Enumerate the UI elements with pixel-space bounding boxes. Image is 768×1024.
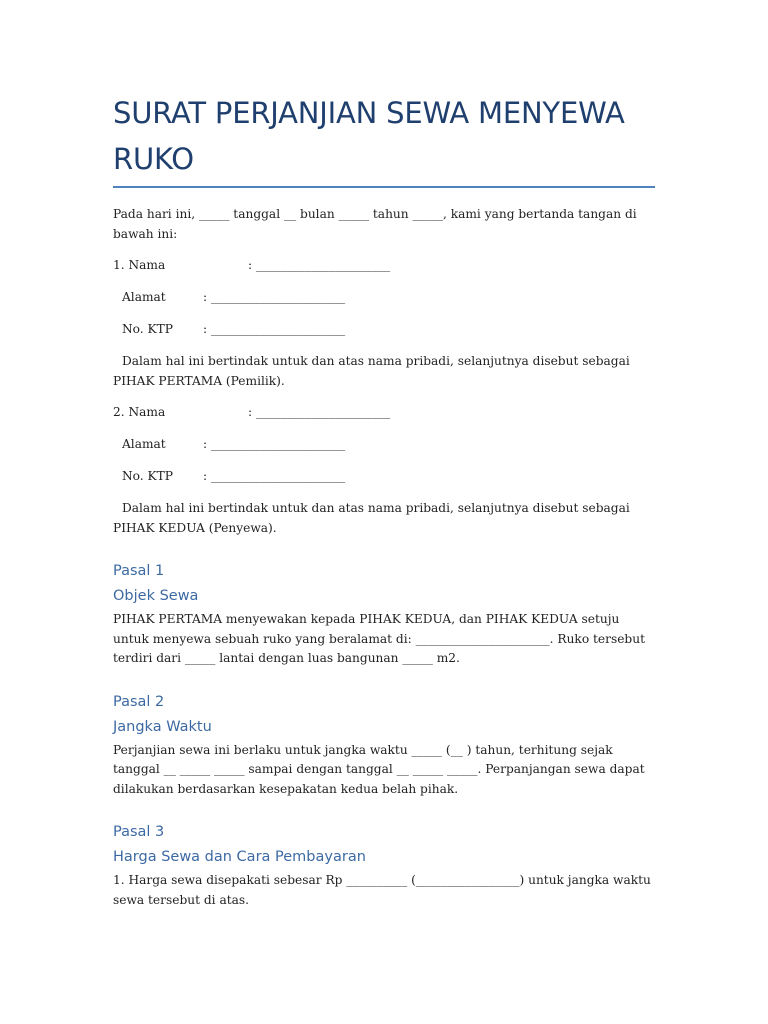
party2-role-paragraph: Dalam hal ini bertindak untuk dan atas nama pribadi, selanjutnya disebut sebagai PIHAK KEDUA (Penyewa). [113, 501, 630, 535]
pasal2-number: Pasal 2 [113, 693, 165, 710]
party2-ktp-blank: : ______________________ [203, 469, 346, 483]
party2-address-blank: : ______________________ [203, 437, 346, 451]
pasal2-body: Perjanjian sewa ini berlaku untuk jangka waktu _____ (__ ) tahun, terhitung sejak tanggal __ _____ _____ sampai dengan tanggal __ _____ _____. Perpanjangan sewa dapat dilakukan berdasarkan kesepakatan kedua belah pihak. [113, 742, 645, 796]
document-page [113, 90, 655, 910]
party1-address-label: Alamat [122, 290, 166, 304]
party2-ktp-row [113, 467, 655, 487]
pasal2-heading: Jangka Waktu [113, 718, 212, 735]
party2-address-label: Alamat [122, 437, 166, 451]
pasal3-heading: Harga Sewa dan Cara Pembayaran [113, 849, 366, 865]
pasal1-heading: Objek Sewa [113, 588, 199, 604]
pasal1-body: PIHAK PERTAMA menyewakan kepada PIHAK KEDUA, dan PIHAK KEDUA setuju untuk menyewa sebuah ruko yang beralamat di: ______________________. Ruko tersebut terdiri dari _____ lantai dengan luas bangunan _____ m2. [113, 612, 645, 665]
party1-ktp-label: No. KTP [122, 322, 173, 336]
document-title: SURAT PERJANJIAN SEWA MENYEWA RUKO [113, 96, 625, 176]
party1-ktp-blank: : ______________________ [203, 322, 346, 336]
party1-role-paragraph: Dalam hal ini bertindak untuk dan atas nama pribadi, selanjutnya disebut sebagai PIHAK PERTAMA (Pemilik). [113, 354, 630, 388]
party2-name-blank: : ______________________ [248, 405, 391, 419]
pasal1-number: Pasal 1 [113, 563, 165, 579]
party1-name-blank: : ______________________ [248, 258, 391, 272]
pasal3-item1: 1. Harga sewa disepakati sebesar Rp __________ (_________________) untuk jangka waktu sewa tersebut di atas. [113, 873, 651, 907]
party2-name-row [113, 403, 655, 423]
party2-address-row [113, 435, 655, 455]
pasal3-number: Pasal 3 [113, 824, 165, 840]
party1-address-blank: : ______________________ [203, 290, 346, 304]
party1-name-label: 1. Nama [113, 258, 166, 272]
title-underline [113, 186, 655, 188]
intro-paragraph: Pada hari ini, _____ tanggal __ bulan _____ tahun _____, kami yang bertanda tangan di bawah ini: [113, 207, 637, 241]
party1-address-row [113, 288, 655, 308]
party1-name-row [113, 256, 655, 276]
party1-ktp-row [113, 320, 655, 340]
party2-ktp-label: No. KTP [122, 469, 173, 483]
party2-name-label: 2. Nama [113, 405, 166, 419]
